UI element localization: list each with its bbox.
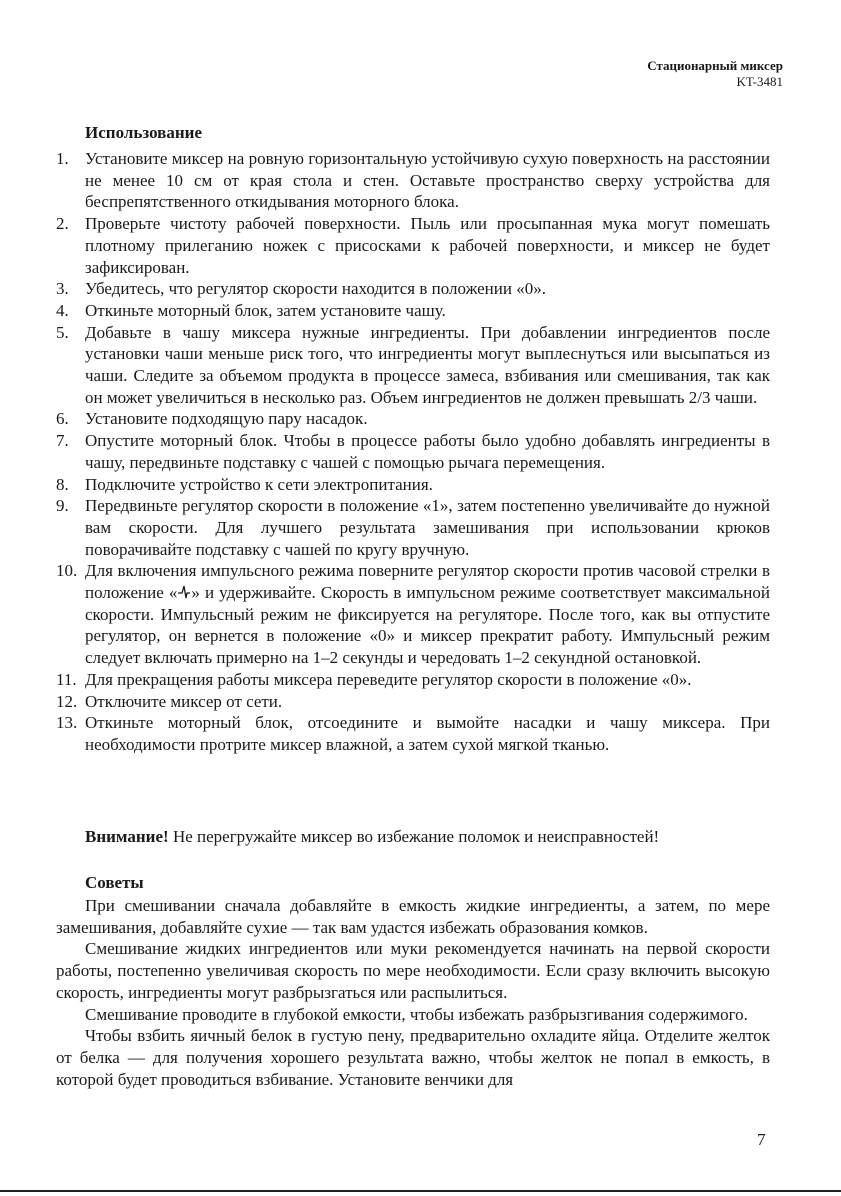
step-item: [56, 474, 770, 496]
step-number: 3.: [56, 279, 69, 299]
step-number: 1.: [56, 149, 69, 168]
step-item: [56, 430, 770, 473]
tips-section: [56, 895, 770, 1090]
step-number: 2.: [56, 214, 69, 234]
step-text: Откиньте моторный блок, отсоедините и вымойте насадки и чашу миксера. При необходимости протрите миксер влажной, а затем сухой мягкой тканью.: [85, 713, 770, 754]
tips-title: Советы: [85, 873, 144, 892]
step-text: Подключите устройство к сети электропитания.: [85, 474, 433, 494]
product-name: Стационарный миксер: [647, 58, 783, 73]
step-number: 8.: [56, 474, 69, 494]
step-number: 6.: [56, 409, 69, 429]
tip-paragraph: Смешивание проводите в глубокой емкости, чтобы избежать разбрызгивания содержимого.: [85, 1004, 748, 1024]
step-item: [56, 691, 770, 713]
step-item: [56, 408, 770, 430]
warning-text: Не перегружайте миксер во избежание поломок и неисправностей!: [168, 827, 660, 846]
step-text: Отключите миксер от сети.: [85, 691, 283, 711]
step-item: [56, 712, 770, 755]
page-header: [647, 58, 783, 90]
usage-title: Использование: [85, 123, 202, 142]
step-item: [56, 300, 770, 322]
step-text-before: Для включения импульсного режима поверните регулятор скорости против часовой стрелки в положение «: [85, 561, 770, 603]
step-text: Откиньте моторный блок, затем установите чашу.: [85, 300, 446, 320]
step-item: [56, 322, 770, 409]
step-number: 9.: [56, 496, 69, 516]
step-text: Установите миксер на ровную горизонтальную устойчивую сухую поверхность на расстоянии не менее 10 см от края стола и стен. Оставьте пространство сверху устройства для беспрепятственного откидывания моторного блока.: [85, 149, 770, 212]
warning-note: [85, 826, 659, 848]
step-text: Убедитесь, что регулятор скорости находится в положении «0».: [85, 279, 546, 299]
step-number: 11.: [56, 669, 77, 689]
step-item: [56, 278, 770, 300]
step-text: Проверьте чистоту рабочей поверхности. Пыль или просыпанная мука могут помешать плотному прилеганию ножек с присосками к рабочей поверхности, и миксер не будет зафиксирован.: [85, 214, 770, 277]
step-item: [56, 213, 770, 278]
step-item: [56, 495, 770, 560]
usage-steps-list: [56, 148, 770, 756]
step-number: 5.: [56, 322, 69, 342]
step-number: 13.: [56, 713, 78, 733]
tip-paragraph: Чтобы взбить яичный белок в густую пену, предварительно охладите яйца. Отделите желток от белка — для получения хорошего результата важно, чтобы желток не попал в емкость, в которой будет проводиться взбивание. Установите венчики для: [56, 1026, 770, 1089]
step-number: 7.: [56, 431, 69, 451]
page-bottom-rule: [0, 1190, 841, 1192]
step-number: 10.: [56, 561, 78, 581]
tip-paragraph: Смешивание жидких ингредиентов или муки рекомендуется начинать на первой скорости работы, постепенно увеличивая скорость по мере необходимости. Если сразу включить высокую скорость, ингредиенты могут разбрызгаться или распылиться.: [56, 939, 770, 1002]
step-text: Добавьте в чашу миксера нужные ингредиенты. При добавлении ингредиентов после установки чаши меньше риск того, что ингредиенты могут выплеснуться или высыпаться из чаши. Следите за объемом продукта в процессе замеса, взбивания или смешивания, так как он может увеличиться в несколько раз. Объем ингредиентов не должен превышать 2/3 чаши.: [85, 322, 770, 407]
step-number: 12.: [56, 691, 78, 711]
step-text: Установите подходящую пару насадок.: [85, 409, 368, 429]
step-item: [56, 148, 770, 213]
pulse-symbol-icon: [177, 584, 191, 600]
step-text: Передвиньте регулятор скорости в положение «1», затем постепенно увеличивайте до нужной вам скорости. Для лучшего результата замешивания при использовании крюков поворачивайте подставку с чашей по кругу вручную.: [85, 496, 770, 559]
page-number: 7: [757, 1130, 766, 1149]
tip-paragraph: При смешивании сначала добавляйте в емкость жидкие ингредиенты, а затем, по мере замешивания, добавляйте сухие — так вам удастся избежать образования комков.: [56, 896, 770, 937]
step-text: Для прекращения работы миксера переведите регулятор скорости в положение «0».: [85, 669, 692, 689]
warning-label: Внимание!: [85, 827, 169, 846]
model-number: KT-3481: [736, 74, 783, 89]
step-item: [56, 669, 770, 691]
step-number: 4.: [56, 300, 69, 320]
step-text: Опустите моторный блок. Чтобы в процессе работы было удобно добавлять ингредиенты в чашу, передвиньте подставку с чашей с помощью рычага перемещения.: [85, 431, 770, 472]
step-item: [56, 560, 770, 669]
step-text-after: » и удерживайте. Скорость в импульсном режиме соответствует максимальной скорости. Импульсный режим не фиксируется на регуляторе. После того, как вы отпустите регулятор, он вернется в положение «0» и миксер прекратит работу. Импульсный режим следует включать примерно на 1–2 секунды и чередовать 1–2 секундной остановкой.: [85, 583, 770, 668]
